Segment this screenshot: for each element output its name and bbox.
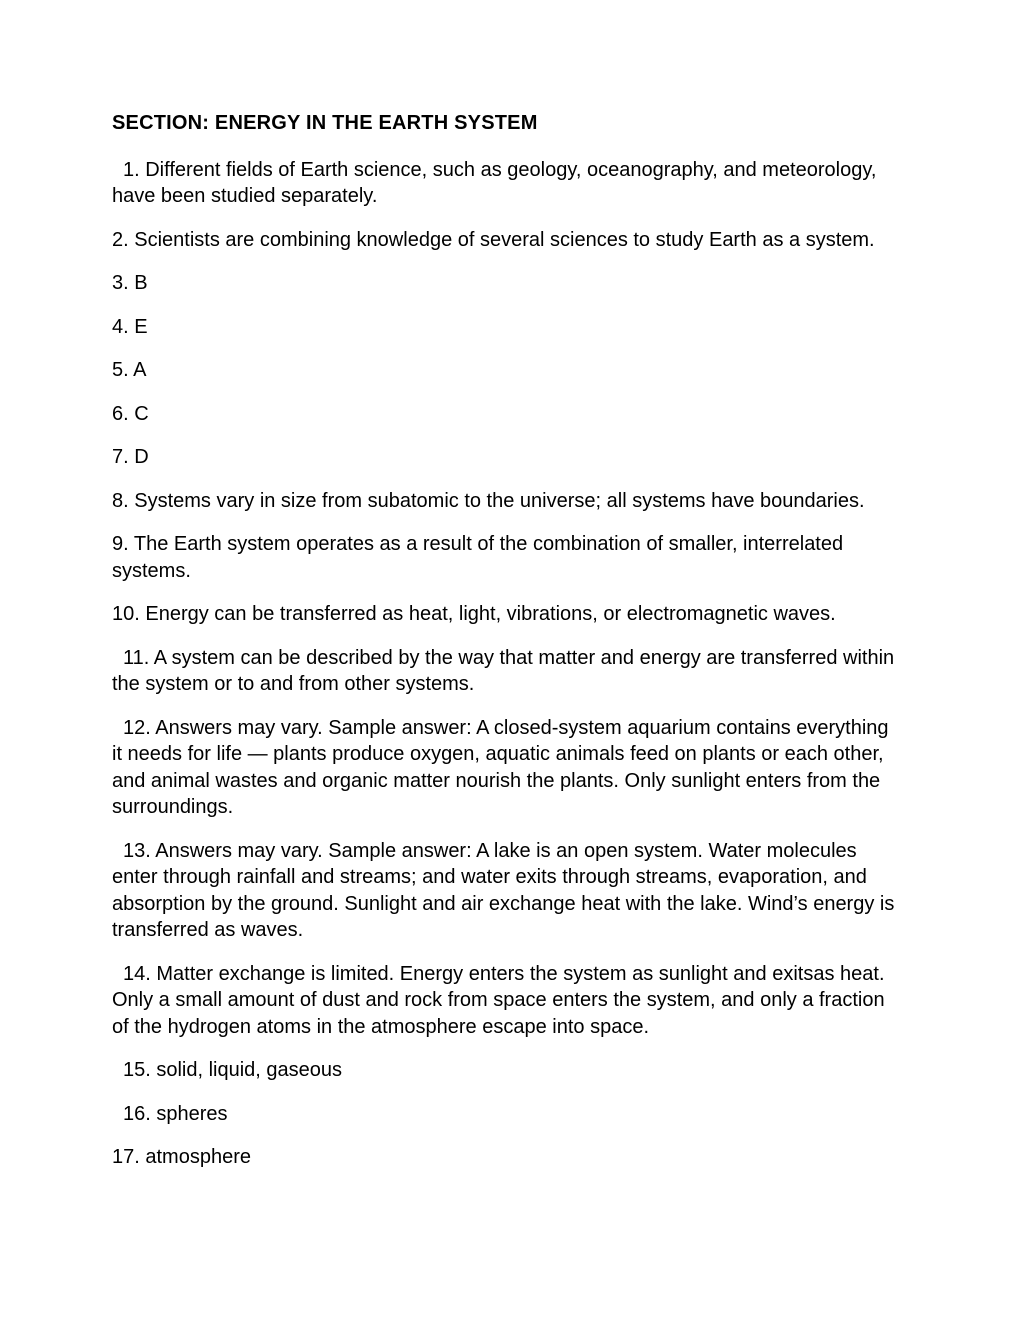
section-heading: SECTION: ENERGY IN THE EARTH SYSTEM [112, 112, 538, 134]
answer-item-15: 15. solid, liquid, gaseous [123, 1059, 343, 1081]
answer-item-13: 13. Answers may vary. Sample answer: A lake is an open system. Water molecules enter through rainfall and streams; and water exits through streams, evaporation, and absorption by the ground. Sunlight and air exchange heat with the lake. Wind’s energy is transferred as waves. [112, 839, 895, 941]
answer-item-14: 14. Matter exchange is limited. Energy enters the system as sunlight and exitsas heat. Only a small amount of dust and rock from space enters the system, and only a fraction of the hydrogen atoms in the atmosphere escape into space. [112, 962, 885, 1038]
answer-item-5: 5. A [112, 359, 147, 381]
answer-item-7: 7. D [112, 446, 149, 468]
answer-item-8: 8. Systems vary in size from subatomic to the universe; all systems have boundaries. [112, 489, 865, 512]
answer-item-6: 6. C [112, 402, 149, 425]
answer-item-10: 10. Energy can be transferred as heat, light, vibrations, or electromagnetic waves. [112, 603, 836, 625]
answer-item-17: 17. atmosphere [112, 1146, 251, 1168]
answer-item-12: 12. Answers may vary. Sample answer: A closed-system aquarium contains everything it needs for life — plants produce oxygen, aquatic animals feed on plants or each other, and animal wastes and organic matter nourish the plants. Only sunlight enters from the surroundings. [112, 716, 889, 818]
answer-item-16: 16. spheres [123, 1102, 228, 1125]
answer-item-2: 2. Scientists are combining knowledge of several sciences to study Earth as a system. [112, 228, 875, 251]
answer-item-11: 11. A system can be described by the way that matter and energy are transferred within the system or to and from other systems. [112, 646, 895, 695]
answer-item-4: 4. E [112, 315, 148, 338]
answer-item-3: 3. B [112, 272, 148, 294]
answer-item-1: 1. Different fields of Earth science, such as geology, oceanography, and meteorology, have been studied separately. [112, 158, 877, 207]
answer-item-9: 9. The Earth system operates as a result of the combination of smaller, interrelated systems. [112, 533, 844, 582]
